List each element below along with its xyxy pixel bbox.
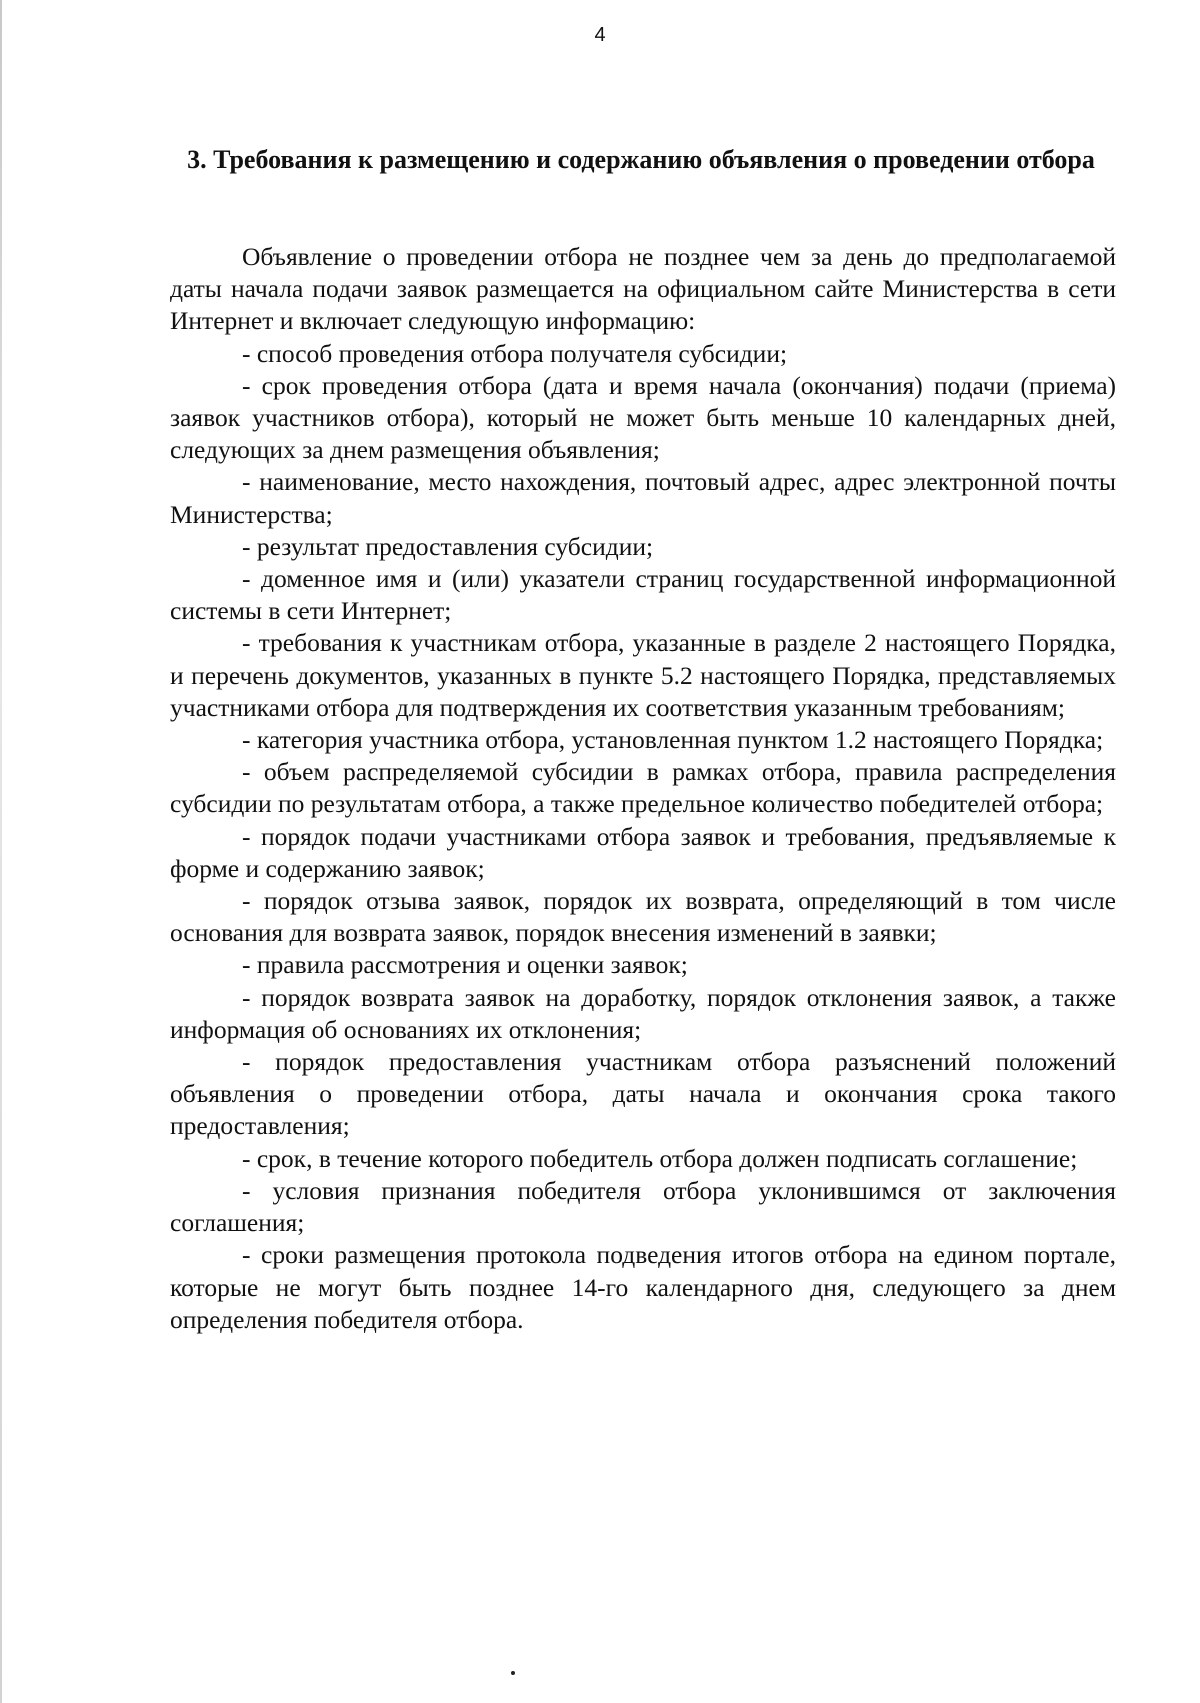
list-item: - срок, в течение которого победитель отбора должен подписать соглашение; [242,1143,1078,1173]
list-item: - доменное имя и (или) указатели страниц государственной информационной системы в сети Интернет; [170,564,1116,626]
list-item: - условия признания победителя отбора уклонившимся от заключения соглашения; [170,1175,1116,1238]
list-item: - сроки размещения протокола подведения итогов отбора на едином портале, которые не могут быть позднее 14-го календарного дня, следующего за днем определения победителя отбора. [170,1240,1116,1334]
scan-dot-mark [511,1671,515,1675]
list-item: - порядок подачи участниками отбора заявок и требования, предъявляемые к форме и содержанию заявок; [170,821,1116,883]
list-item: - объем распределяемой субсидии в рамках отбора, правила распределения субсидии по результатам отбора, а также предельное количество победителей отбора; [170,757,1116,819]
paragraph-intro: Объявление о проведении отбора не позднее чем за день до предполагаемой даты начала подачи заявок размещается на официальном сайте Министерства в сети Интернет и включает следующую информацию: [170,242,1116,336]
list-item: - порядок отзыва заявок, порядок их возврата, определяющий в том числе основания для возврата заявок, порядок внесения изменений в заявки; [170,886,1116,948]
list-item: - срок проведения отбора (дата и время начала (окончания) подачи (приема) заявок участников отбора), который не может быть меньше 10 календарных дней, следующих за днем размещения объявления; [170,370,1116,465]
page-number: 4 [594,24,606,46]
document-body [170,241,1116,1336]
scan-edge [0,0,2,1703]
list-item: - требования к участникам отбора, указанные в разделе 2 настоящего Порядка, и перечень документов, указанных в пункте 5.2 настоящего Порядка, представляемых участниками отбора для подтверждения их соответствия указанным требованиям; [170,628,1116,722]
list-item: - порядок предоставления участникам отбора разъяснений положений объявления о проведении отбора, даты начала и окончания срока такого предоставления; [170,1047,1116,1141]
list-item: - категория участника отбора, установленная пунктом 1.2 настоящего Порядка; [242,725,1104,755]
list-item: - порядок возврата заявок на доработку, порядок отклонения заявок, а также информация об основаниях их отклонения; [170,982,1116,1044]
list-item: - способ проведения отбора получателя субсидии; [242,338,788,368]
list-item: - наименование, место нахождения, почтовый адрес, адрес электронной почты Министерства; [170,467,1116,529]
section-title: 3. Требования к размещению и содержанию объявления о проведении отбора [187,145,1095,174]
list-item: - правила рассмотрения и оценки заявок; [242,950,688,980]
list-item: - результат предоставления субсидии; [242,531,654,561]
